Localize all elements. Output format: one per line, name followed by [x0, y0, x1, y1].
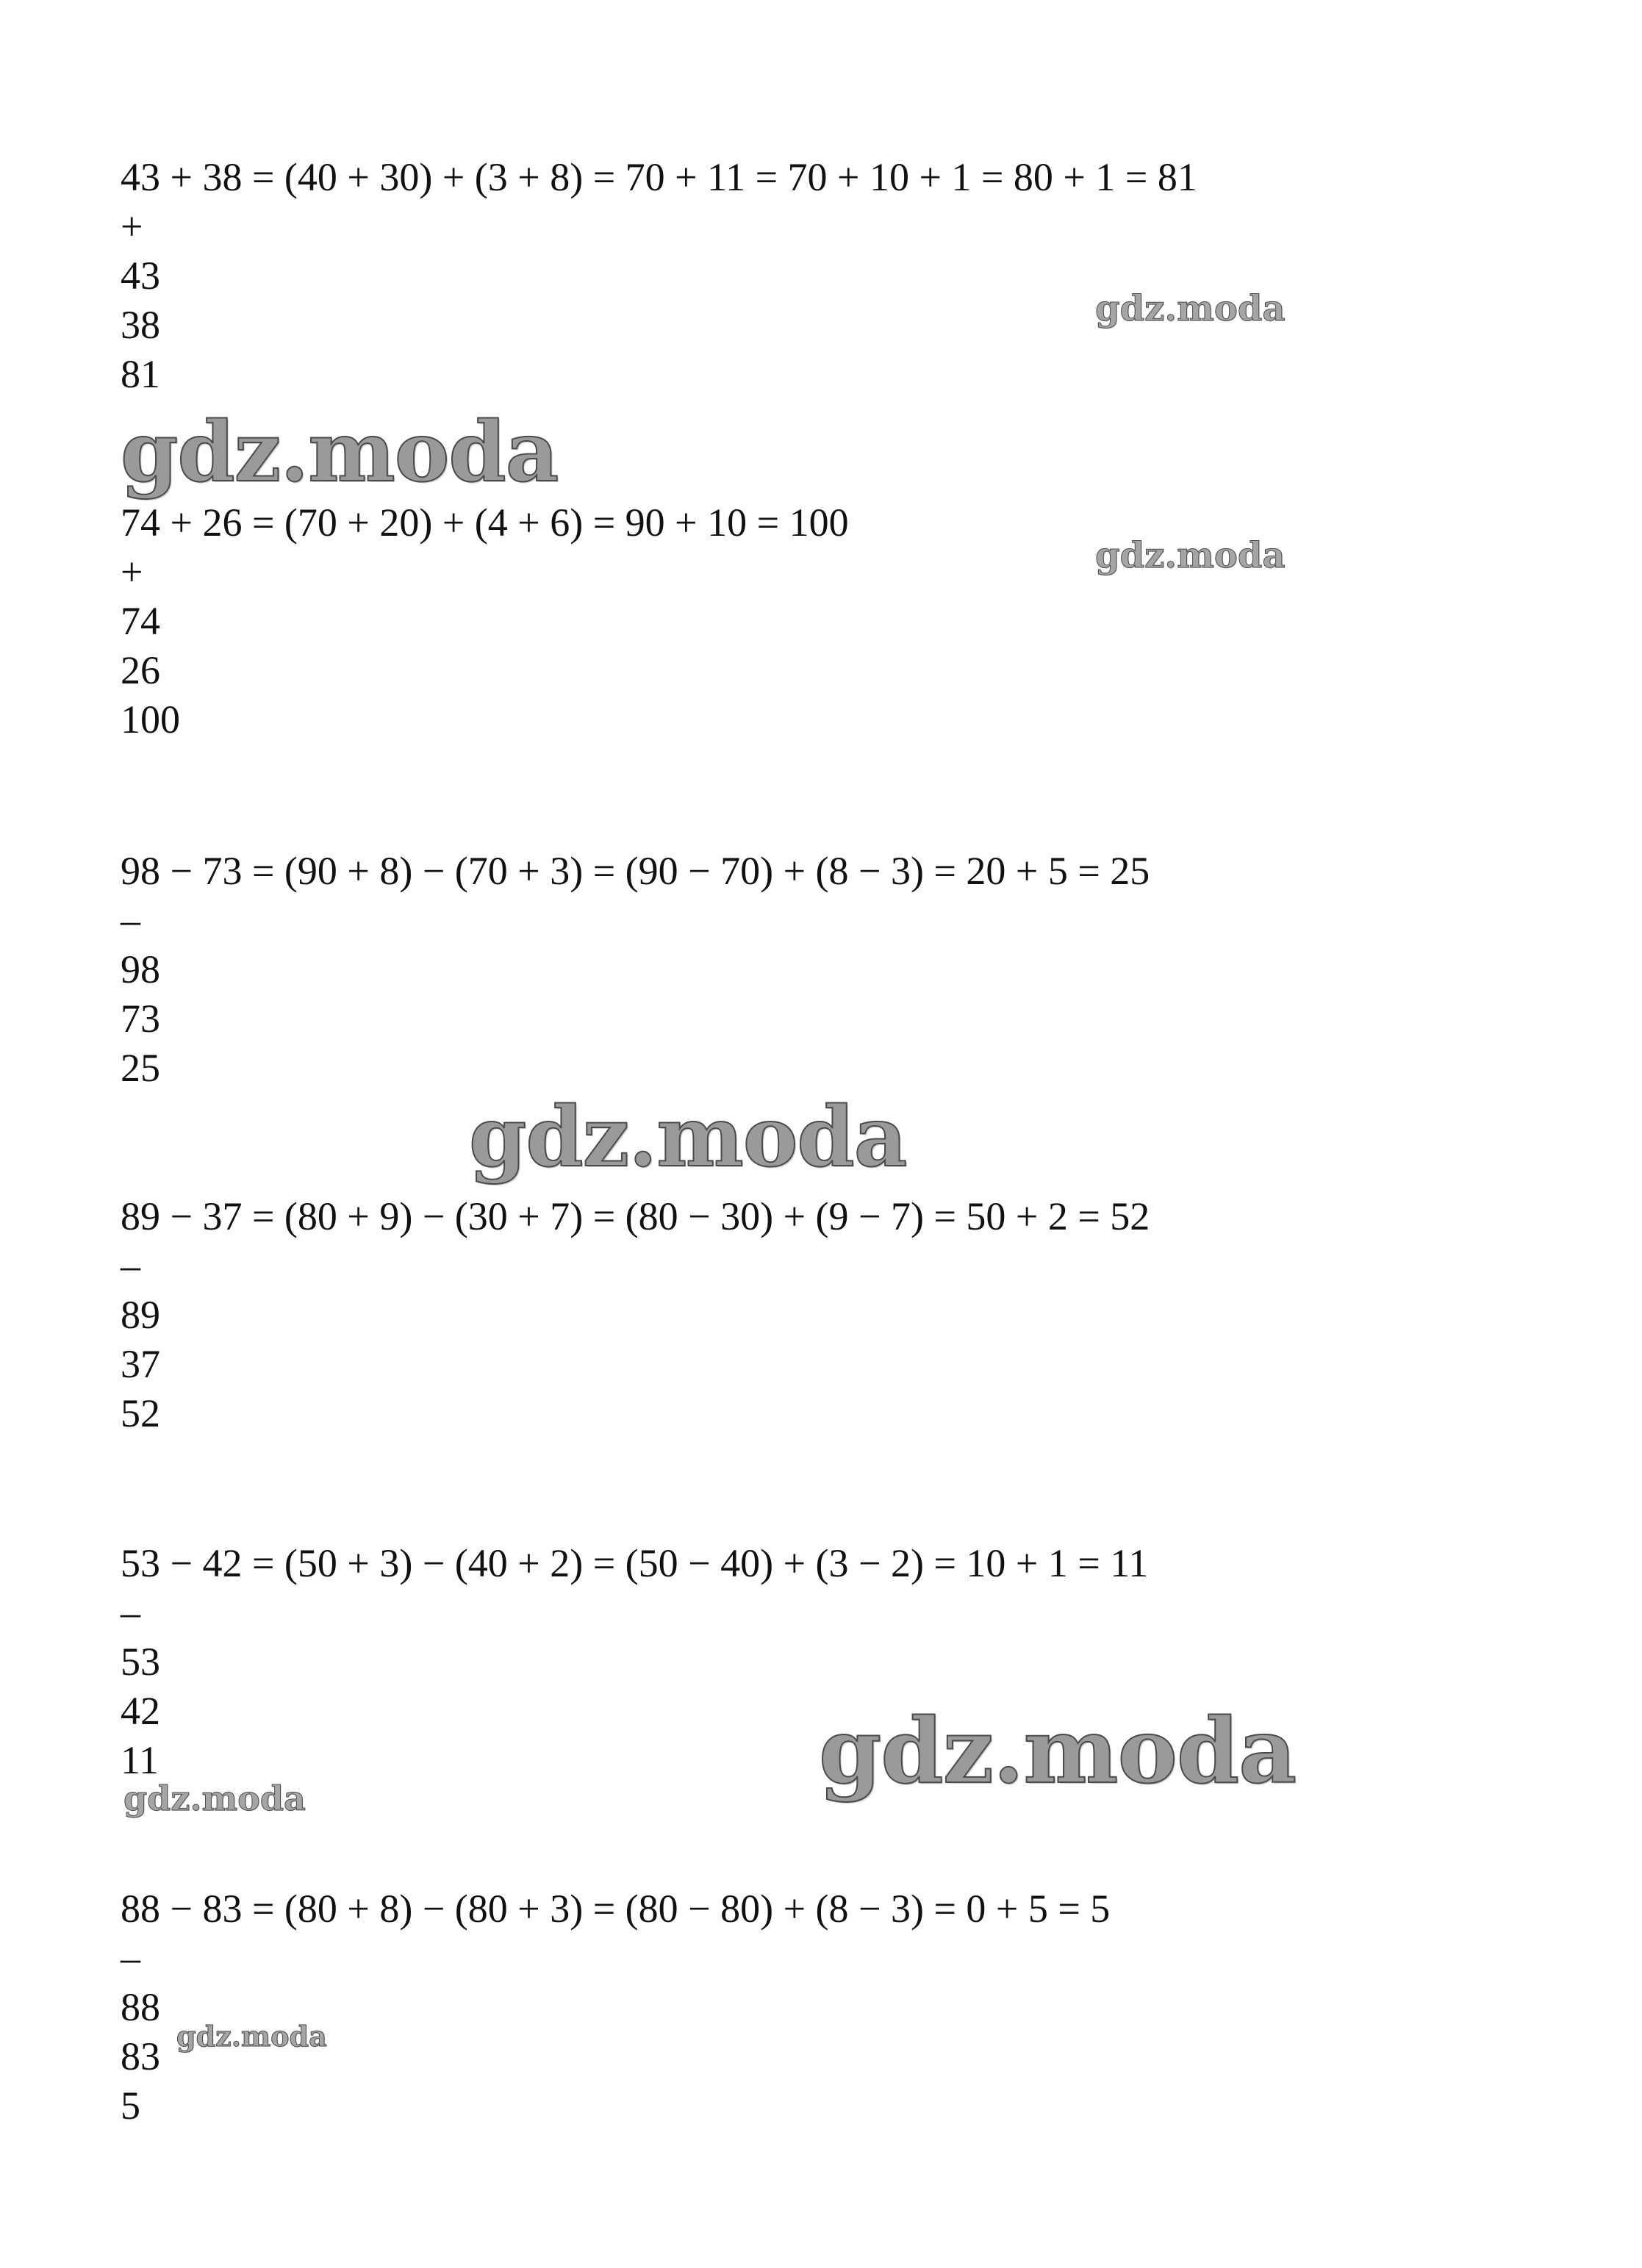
- equation: 43 + 38 = (40 + 30) + (3 + 8) = 70 + 11 = 70 + 10 + 1 = 80 + 1 = 81: [121, 155, 1197, 199]
- operation-sign: –: [121, 898, 140, 942]
- equation: 53 − 42 = (50 + 3) − (40 + 2) = (50 − 40) + (3 − 2) = 10 + 1 = 11: [121, 1541, 1149, 1585]
- equation: 89 − 37 = (80 + 9) − (30 + 7) = (80 − 30) + (9 − 7) = 50 + 2 = 52: [121, 1194, 1150, 1238]
- equation: 74 + 26 = (70 + 20) + (4 + 6) = 90 + 10 = 100: [121, 500, 849, 545]
- calc-block-6: [121, 1884, 1110, 2131]
- result: 52: [121, 1391, 160, 1435]
- watermark-logo: gdz.moda: [1095, 535, 1286, 576]
- calc-block-3: [121, 847, 1150, 1093]
- watermark-logo: gdz.moda: [123, 1779, 306, 1818]
- operand-b: 73: [121, 997, 160, 1041]
- operand-b: 26: [121, 648, 160, 692]
- watermark-logo: gdz.moda: [469, 1089, 907, 1185]
- operand-b: 38: [121, 303, 160, 347]
- operand-b: 37: [121, 1342, 160, 1386]
- calc-block-1: [121, 153, 1197, 399]
- equation: 98 − 73 = (90 + 8) − (70 + 3) = (90 − 70) + (8 − 3) = 20 + 5 = 25: [121, 849, 1150, 893]
- result: 25: [121, 1046, 160, 1090]
- operand-a: 53: [121, 1640, 160, 1684]
- watermark-logo: gdz.moda: [819, 1698, 1297, 1804]
- operand-a: 88: [121, 1985, 160, 2029]
- watermark-logo: gdz.moda: [121, 404, 559, 500]
- calc-block-4: [121, 1192, 1150, 1438]
- watermark-logo: gdz.moda: [1095, 288, 1286, 329]
- operand-a: 74: [121, 599, 160, 643]
- operand-a: 98: [121, 947, 160, 991]
- operand-a: 43: [121, 254, 160, 298]
- operation-sign: –: [121, 1936, 140, 1980]
- result: 81: [121, 352, 160, 396]
- operand-a: 89: [121, 1293, 160, 1337]
- operation-sign: +: [121, 204, 143, 248]
- operand-b: 42: [121, 1689, 160, 1733]
- operation-sign: –: [121, 1244, 140, 1288]
- result: 11: [121, 1738, 159, 1782]
- result: 5: [121, 2084, 140, 2128]
- operation-sign: +: [121, 550, 143, 594]
- operand-b: 83: [121, 2034, 160, 2078]
- equation: 88 − 83 = (80 + 8) − (80 + 3) = (80 − 80) + (8 − 3) = 0 + 5 = 5: [121, 1887, 1111, 1931]
- operation-sign: –: [121, 1590, 140, 1634]
- watermark-logo: gdz.moda: [176, 2020, 327, 2053]
- result: 100: [121, 697, 180, 742]
- calc-block-2: [121, 498, 849, 744]
